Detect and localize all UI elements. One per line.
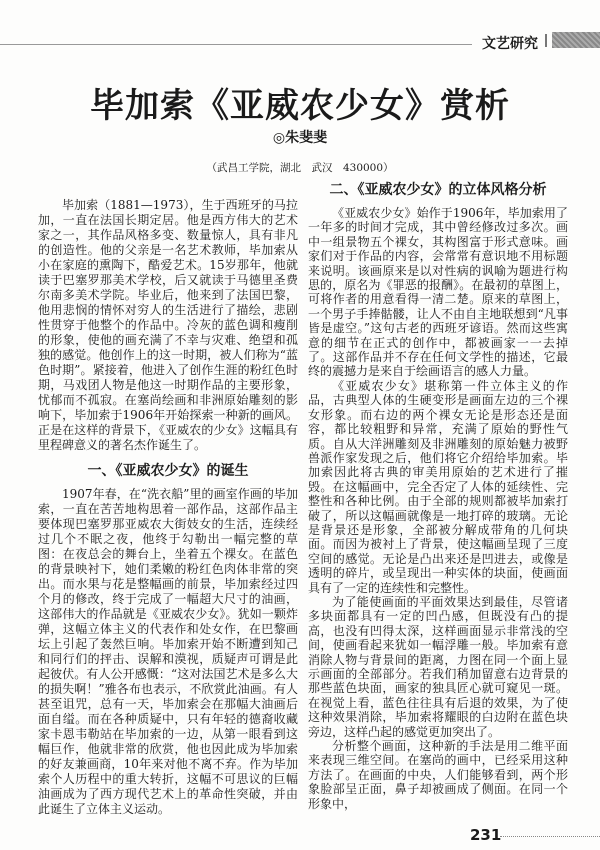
header-divider: [545, 34, 547, 47]
body-paragraph: 《亚威农少女》堪称第一件立体主义的作品，古典型人体的生硬变形是画面左边的三个裸女形象。而右边的两个裸女无论是形态还是面容，都比较粗野和异常，充满了原始的野性气质。自从大洋洲雕刻及非洲雕刻的原始魅力被野兽派作家发现之后，他们将它介绍给毕加索。毕加索因此将古典的审美用原始的艺术进行了摧毁。在这幅画中，完全否定了人体的延续性、完整性和各种比例。由于全部的规则都被毕加索打破了，所以这幅画就像是一地打碎的玻璃。无论是背景还是形象，全部被分解成带角的几何块面。而因为被衬上了背景，使这幅画呈现了三度空间的感觉。无论是凸出来还是凹进去，或像是透明的碎片，或呈现出一种实体的块面，使画面具有了一定的连续性和完整性。: [308, 378, 568, 595]
affiliation: （武昌工学院，湖北 武汉 430000）: [206, 162, 394, 174]
header-rule: [0, 44, 472, 45]
section-heading-2: 二、《亚威农少女》的立体风格分析: [329, 182, 547, 198]
article-title: 毕加索《亚威农少女》赏析: [90, 86, 510, 126]
intro-paragraph: 毕加索（1881—1973），生于西班牙的马拉加，一直在法国长期定居。他是西方伟大的艺术家之一，其作品风格多变、数量惊人，具有非凡的创造性。他的父亲是一名艺术教师，毕加索从小在家庭的熏陶下，酷爱艺术。15岁那年，他就读于巴塞罗那美术学校，后又就读于马德里圣费尔南多美术学院。毕业后，他来到了法国巴黎，他用悲悯的情怀对穷人的生活进行了描绘，悲剧性贯穿于他整个的作品中。冷灰的蓝色调和瘦削的形象，使他的画充满了不幸与灾难、绝望和孤独的感觉。他创作上的这一时期，被人们称为“蓝色时期”。紧接着，他进入了创作生涯的粉红色时期，马戏团人物是他这一时期作品的主要形象，忧郁而不孤寂。在塞尚绘画和非洲原始雕刻的影响下，毕加索于1906年开始探索一种新的画风。正是在这样的背景下，《亚威农的少女》这幅具有里程碑意义的著名杰作诞生了。: [38, 198, 298, 452]
left-column: [38, 198, 298, 817]
page-number: 231: [470, 826, 502, 844]
body-paragraph: 《亚威农少女》始作于1906年，毕加索用了一年多的时间才完成，其中曾经修改过多次。画中一组景物五个裸女，其构图富于形式意味。画家们对于作品的内容，会常常有意识地不用标题来说明。该画原来是以对性病的讽喻为题进行构思的，原名为《罪恶的报酬》。在最初的草图上，可将作者的用意看得一清二楚。原来的草图上，一个男子手捧骷髅，让人不由自主地联想到“凡事皆是虚空。”这句古老的西班牙谚语。然而这些寓意的细节在正式的创作中，都被画家一一去掉了。这部作品并不存在任何文学性的描述，它最终的震撼力是来自于绘画语言的感人力量。: [308, 206, 568, 379]
author: ◎朱斐斐: [272, 130, 328, 146]
body-paragraph: 分析整个画面，这种新的手法是用二维平面来表现三维空间。在塞尚的画中，已经采用这种方法了。在画面的中央，人们能够看到，两个形象脸部呈正面，鼻子却被画成了侧面。在同一个形象中，: [308, 739, 568, 811]
header-pattern-block: [552, 32, 600, 48]
body-paragraph: 1907年春，在“洗衣船”里的画室作画的毕加索，一直在苦苦地构思着一部作品，这部作品主要体现巴塞罗那亚威农大街妓女的生活，连续经过几个不眠之夜，他终于勾勒出一幅完整的草图：在夜总会的舞台上，坐着五个裸女。在蓝色的背景映衬下，她们柔嫩的粉红色肉体非常的突出。而水果与花是整幅画的前景，毕加索经过四个月的修改，终于完成了一幅超大尺寸的油画，这部伟大的作品就是《亚威农少女》。犹如一颗炸弹，这幅立体主义的代表作和处女作，在巴黎画坛上引起了轰然巨响。毕加索开始不断遭到知己和同行们的抨击、误解和漠视，质疑声可谓是此起彼伏。有人公开感慨：“这对法国艺术是多么大的损失啊！”雅各布也表示，不欣赏此油画。有人甚至诅咒，总有一天，毕加索会在那幅大油画后面自缢。而在各种质疑中，只有年轻的德裔收藏家卡恩韦勒站在毕加索的一边，从第一眼看到这幅巨作，他就非常的欣赏，他也因此成为毕加索的好友兼画商，10年来对他不离不弃。作为毕加索个人历程中的重大转折，这幅不可思议的巨幅油画成为了西方现代艺术上的革命性突破，并由此诞生了立体主义运动。: [38, 487, 298, 816]
section-label: 文艺研究: [482, 36, 538, 52]
section-heading-1: 一、《亚威农少女》的诞生: [87, 463, 249, 479]
footer-rule: [500, 836, 600, 837]
body-paragraph: 为了能使画面的平面效果达到最佳，尽管诸多块面都具有一定的凹凸感，但既没有凸的提高，也没有凹得太深，这样画面显示非常浅的空间，使画看起来犹如一幅浮雕一般。毕加索有意消除人物与背景间的距离，力图在同一个面上显示画面的全部部分。若我们稍加留意右边背景的那些蓝色块面，画家的独具匠心就可窥见一斑。在视觉上看，蓝色往往具有后退的效果，为了使这种效果消除，毕加索将耀眼的白边附在蓝色块旁边，这样凸起的感觉更加突出了。: [308, 594, 568, 739]
right-column: [308, 180, 568, 811]
